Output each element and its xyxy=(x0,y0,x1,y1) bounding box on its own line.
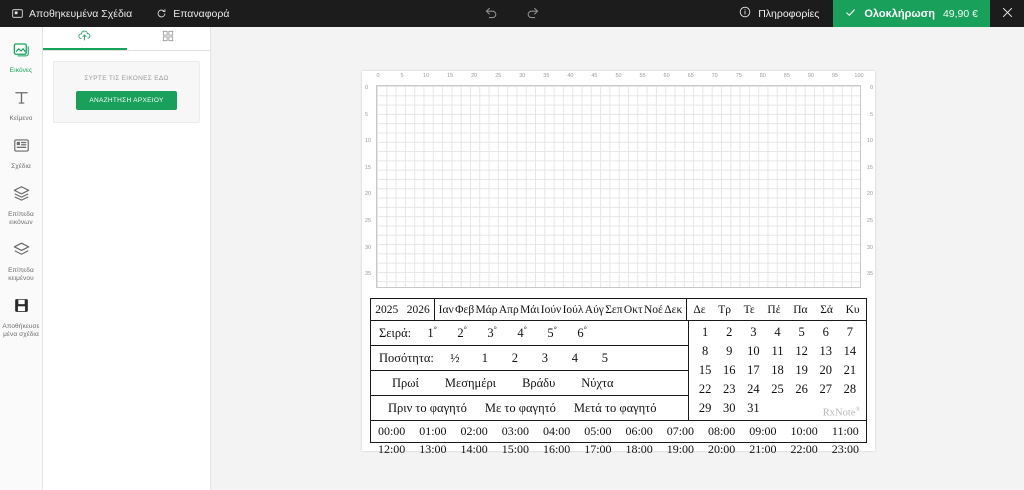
meal-values xyxy=(379,401,665,416)
close-button[interactable] xyxy=(990,0,1024,27)
time-cell[interactable]: 10:00 xyxy=(790,424,818,438)
calendar-day[interactable]: 14 xyxy=(843,344,857,358)
year-cell[interactable]: 2025 xyxy=(375,303,399,316)
time-cell[interactable]: 20:00 xyxy=(707,442,736,456)
calendar-table xyxy=(693,323,862,418)
ruler-tick: 0 xyxy=(365,85,369,91)
ruler-tick: 75 xyxy=(735,73,742,79)
calendar-day[interactable]: 17 xyxy=(747,363,760,377)
daypart-value[interactable]: Βράδυ xyxy=(522,375,556,390)
month-cell[interactable]: Φεβ xyxy=(455,303,475,316)
calendar-day[interactable]: 7 xyxy=(846,325,854,339)
month-cell[interactable]: Μάι xyxy=(520,303,540,316)
sidebar-item-label: Εικόνες xyxy=(9,67,33,74)
time-cell[interactable]: 01:00 xyxy=(419,424,447,438)
quantity-value[interactable]: ½ xyxy=(450,350,460,365)
sidebar-item-label: Αποθήκευσε μένα σχέδια xyxy=(2,323,40,338)
ruler-tick: 10 xyxy=(866,138,873,145)
weekday-cell[interactable]: Δε xyxy=(693,303,706,316)
design-sheet[interactable] xyxy=(362,71,875,456)
calendar-day[interactable]: 27 xyxy=(819,382,833,396)
time-cell[interactable]: 11:00 xyxy=(831,424,859,438)
quantity-value[interactable]: 3 xyxy=(541,350,548,365)
time-cell[interactable]: 23:00 xyxy=(831,442,860,456)
time-cell[interactable]: 14:00 xyxy=(460,442,488,456)
sidebar-item-images[interactable] xyxy=(0,33,43,81)
finish-button[interactable] xyxy=(833,0,990,27)
sidebar-item-label: Επίπεδα εικόνων xyxy=(8,211,34,226)
images-icon xyxy=(12,40,31,64)
quantity-value[interactable]: 2 xyxy=(511,350,518,365)
reset-button[interactable] xyxy=(144,0,241,27)
time-cell[interactable]: 08:00 xyxy=(707,424,736,438)
series-value[interactable]: 5° xyxy=(547,324,557,341)
daypart-value[interactable]: Πρωί xyxy=(392,375,419,390)
time-cell[interactable]: 05:00 xyxy=(584,424,612,438)
time-cell[interactable]: 22:00 xyxy=(790,442,818,456)
saved-designs-button[interactable] xyxy=(0,0,144,27)
ruler-tick: 50 xyxy=(615,73,622,79)
ruler-horizontal xyxy=(362,73,875,85)
folder-icon xyxy=(12,8,23,19)
drop-zone-label: ΣΥΡΤΕ ΤΙΣ ΕΙΚΟΝΕΣ ΕΔΩ xyxy=(84,74,169,82)
text-layers-icon xyxy=(12,240,31,264)
rxnote-times xyxy=(371,420,866,456)
daypart-value[interactable]: Νύχτα xyxy=(581,375,614,390)
time-cell[interactable]: 17:00 xyxy=(584,442,612,456)
sidebar-item-designs[interactable] xyxy=(0,129,43,177)
month-cell[interactable]: Οκτ xyxy=(623,303,643,316)
info-label: Πληροφορίες xyxy=(758,7,820,20)
calendar-day[interactable] xyxy=(790,399,814,418)
sidebar-item-text-layers[interactable] xyxy=(0,233,43,289)
calendar-day[interactable]: 29 xyxy=(698,401,712,415)
quantity-label: Ποσότητα: xyxy=(379,350,434,365)
calendar-day[interactable]: 20 xyxy=(819,363,833,377)
weekday-cell[interactable]: Κυ xyxy=(845,303,860,316)
saved-designs-label: Αποθηκευμένα Σχέδια xyxy=(29,7,133,20)
calendar-day[interactable]: 5 xyxy=(798,325,805,339)
calendar-day[interactable]: 21 xyxy=(843,363,857,377)
calendar-day[interactable]: 8 xyxy=(701,344,709,358)
month-cell[interactable]: Ιούν xyxy=(540,303,562,316)
check-icon xyxy=(845,7,856,21)
series-value[interactable]: 1° xyxy=(427,324,437,341)
canvas-area[interactable] xyxy=(211,27,1024,490)
month-cell[interactable]: Ιαν xyxy=(438,303,454,316)
ruler-tick: 15 xyxy=(866,164,873,171)
finish-price: 49,90 € xyxy=(942,7,978,20)
calendar-row xyxy=(693,361,862,380)
ruler-tick: 65 xyxy=(687,73,694,79)
ruler-tick: 35 xyxy=(543,73,550,79)
weekday-cell[interactable]: Πα xyxy=(793,303,808,316)
calendar-day[interactable]: 30 xyxy=(722,401,736,415)
series-label: Σειρά: xyxy=(379,325,412,340)
ruler-tick: 80 xyxy=(759,73,766,79)
time-cell[interactable]: 03:00 xyxy=(501,424,530,438)
calendar-day[interactable]: 18 xyxy=(771,363,784,377)
time-cell[interactable]: 09:00 xyxy=(749,424,777,438)
ruler-tick: 15 xyxy=(447,73,454,79)
calendar-day[interactable]: 13 xyxy=(819,344,833,358)
ruler-tick: 35 xyxy=(365,271,372,278)
calendar-day[interactable]: 31 xyxy=(747,401,760,415)
cloud-upload-icon xyxy=(77,28,92,48)
ruler-tick: 10 xyxy=(423,73,430,79)
calendar-day[interactable]: 25 xyxy=(771,382,784,396)
ruler-tick: 85 xyxy=(783,73,790,79)
time-cell[interactable]: 06:00 xyxy=(625,424,653,438)
year-cells xyxy=(371,299,435,320)
ruler-tick: 55 xyxy=(639,73,646,79)
month-cell[interactable]: Νοέ xyxy=(644,303,663,316)
series-value[interactable]: 6° xyxy=(577,324,587,341)
ruler-tick: 30 xyxy=(519,73,526,79)
ruler-tick: 5 xyxy=(400,73,404,79)
time-cell[interactable]: 07:00 xyxy=(666,424,695,438)
finish-label: Ολοκλήρωση xyxy=(864,7,935,20)
rxnote-body xyxy=(371,321,866,420)
calendar-day[interactable]: 9 xyxy=(726,344,733,358)
ruler-tick: 35 xyxy=(866,271,873,278)
time-cell[interactable]: 00:00 xyxy=(377,424,406,438)
ruler-tick: 100 xyxy=(854,73,864,79)
info-icon xyxy=(739,6,751,21)
series-value[interactable]: 2° xyxy=(457,324,467,341)
quantity-value[interactable]: 1 xyxy=(481,350,488,365)
time-cell[interactable]: 12:00 xyxy=(377,442,406,456)
row-meal xyxy=(371,396,688,420)
ruler-tick: 30 xyxy=(866,244,873,251)
ruler-tick: 25 xyxy=(866,218,873,224)
month-cell[interactable]: Δεκ xyxy=(664,303,683,316)
time-cell[interactable]: 13:00 xyxy=(419,442,447,456)
ruler-tick: 60 xyxy=(663,73,670,79)
weekday-cell[interactable]: Σά xyxy=(820,303,833,316)
time-cell[interactable]: 15:00 xyxy=(501,442,530,456)
meal-value[interactable]: Με το φαγητό xyxy=(484,400,556,415)
month-cell[interactable]: Μάρ xyxy=(475,303,498,316)
ruler-tick: 20 xyxy=(471,73,478,79)
quantity-values xyxy=(440,351,620,366)
time-cell[interactable]: 19:00 xyxy=(666,442,695,456)
ruler-tick: 45 xyxy=(591,73,598,79)
calendar-day[interactable]: 24 xyxy=(747,382,760,396)
calendar-day[interactable]: 10 xyxy=(747,344,760,358)
ruler-tick: 5 xyxy=(365,111,369,118)
text-icon xyxy=(12,88,31,112)
calendar-day[interactable]: 12 xyxy=(795,344,808,358)
ruler-tick: 90 xyxy=(807,73,814,79)
quantity-value[interactable]: 4 xyxy=(571,350,578,365)
designs-icon xyxy=(12,136,31,160)
weekday-cell[interactable]: Τρ xyxy=(718,303,731,316)
ruler-tick: 0 xyxy=(376,73,380,79)
sidebar-item-label: Κείμενο xyxy=(9,115,33,122)
weekday-cell[interactable]: Τε xyxy=(743,303,755,316)
tab-library[interactable] xyxy=(127,27,211,50)
ruler-tick: 5 xyxy=(869,111,873,118)
image-drop-zone[interactable] xyxy=(53,61,200,123)
time-cell[interactable]: 18:00 xyxy=(625,442,653,456)
redo-icon[interactable] xyxy=(525,4,541,23)
weekday-cells xyxy=(687,299,866,320)
save-icon xyxy=(12,296,31,320)
ruler-tick: 25 xyxy=(365,218,372,224)
top-toolbar xyxy=(0,0,1024,27)
grid-canvas[interactable] xyxy=(376,85,861,288)
calendar-day[interactable]: 3 xyxy=(750,325,757,339)
rxnote-header-row xyxy=(371,299,866,321)
ruler-tick: 40 xyxy=(567,73,574,79)
calendar-day[interactable]: 11 xyxy=(771,344,784,358)
tool-rail xyxy=(0,27,43,490)
month-cell[interactable]: Σεπ xyxy=(605,303,623,316)
quantity-value[interactable]: 5 xyxy=(601,350,608,365)
series-values xyxy=(417,325,597,341)
calendar-day[interactable] xyxy=(765,399,789,418)
ruler-tick: 15 xyxy=(365,164,372,171)
series-value[interactable]: 4° xyxy=(517,324,527,341)
calendar-day[interactable]: 26 xyxy=(795,382,808,396)
ruler-tick: 70 xyxy=(711,73,718,79)
series-value[interactable]: 3° xyxy=(487,324,497,341)
calendar-row xyxy=(693,323,862,342)
panel-tabs xyxy=(43,27,210,51)
calendar-day[interactable]: 1 xyxy=(701,325,709,339)
ruler-tick: 10 xyxy=(365,138,372,145)
ruler-tick: 0 xyxy=(869,85,873,91)
ruler-tick: 20 xyxy=(866,191,873,198)
ruler-tick: 25 xyxy=(495,73,502,79)
brand-label: RxNote® xyxy=(822,406,860,418)
calendar-row xyxy=(693,342,862,361)
row-series xyxy=(371,321,688,346)
month-cell[interactable]: Ιούλ xyxy=(562,303,584,316)
time-cell[interactable]: 21:00 xyxy=(749,442,777,456)
rxnote-calendar xyxy=(689,321,866,420)
calendar-day[interactable]: 4 xyxy=(774,325,781,339)
sidebar-item-save-designs[interactable] xyxy=(0,289,43,345)
grid-icon xyxy=(161,29,175,48)
time-cell[interactable]: 04:00 xyxy=(542,424,571,438)
calendar-day[interactable]: 19 xyxy=(795,363,808,377)
calendar-day[interactable]: 2 xyxy=(726,325,733,339)
times-row-2 xyxy=(371,439,866,459)
ruler-tick: 30 xyxy=(365,244,372,251)
refresh-icon xyxy=(156,8,167,19)
sidebar-item-image-layers[interactable] xyxy=(0,177,43,233)
meal-value[interactable]: Πριν το φαγητό xyxy=(388,400,467,415)
rxnote-table[interactable] xyxy=(370,298,867,456)
daypart-values xyxy=(379,376,627,391)
rxnote-instructions xyxy=(371,321,689,420)
calendar-row xyxy=(693,380,862,399)
calendar-day[interactable]: 16 xyxy=(722,363,736,377)
calendar-day[interactable]: 22 xyxy=(698,382,712,396)
month-cell[interactable]: Αύγ xyxy=(584,303,604,316)
undo-icon[interactable] xyxy=(483,4,499,23)
weekday-cell[interactable]: Πέ xyxy=(767,303,781,316)
calendar-day[interactable]: 6 xyxy=(822,325,829,339)
meal-value[interactable]: Μετά το φαγητό xyxy=(573,400,657,415)
year-cell[interactable]: 2026 xyxy=(406,303,430,316)
time-cell[interactable]: 02:00 xyxy=(460,424,488,438)
ruler-tick: 95 xyxy=(831,73,838,79)
ruler-tick: 20 xyxy=(365,191,372,198)
time-cell[interactable]: 16:00 xyxy=(542,442,571,456)
sidebar-item-text[interactable] xyxy=(0,81,43,129)
reset-label: Επαναφορά xyxy=(173,7,230,20)
sidebar-item-label: Σχέδια xyxy=(11,163,31,170)
calendar-day[interactable]: 28 xyxy=(843,382,857,396)
row-quantity xyxy=(371,346,688,371)
tab-upload[interactable] xyxy=(43,27,127,50)
close-icon xyxy=(1001,6,1014,22)
calendar-day[interactable]: 23 xyxy=(722,382,736,396)
month-cell[interactable]: Απρ xyxy=(498,303,519,316)
info-button[interactable] xyxy=(725,0,833,27)
times-row-1 xyxy=(371,421,866,441)
calendar-day[interactable]: 15 xyxy=(698,363,712,377)
sidebar-item-label: Επίπεδα κειμένου xyxy=(8,267,34,282)
month-cells xyxy=(435,299,687,320)
image-layers-icon xyxy=(12,184,31,208)
assets-panel xyxy=(43,27,211,490)
row-daypart xyxy=(371,371,688,396)
browse-file-button[interactable]: ΑΝΑΖΗΤΗΣΗ ΑΡΧΕΙΟΥ xyxy=(76,91,176,110)
daypart-value[interactable]: Μεσημέρι xyxy=(444,375,497,390)
